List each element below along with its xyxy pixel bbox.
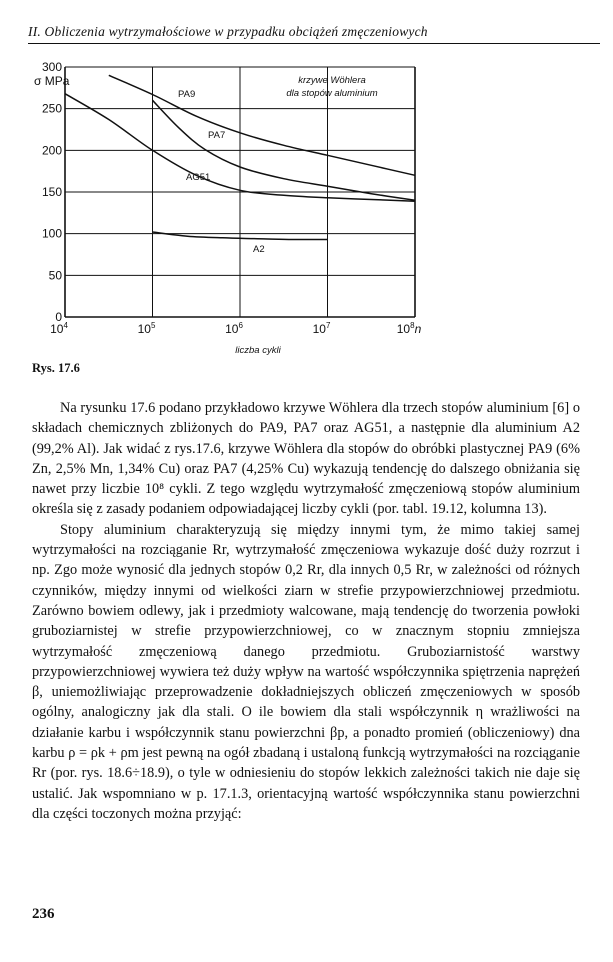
series-label-pa9: PA9 [178,89,196,100]
series-label-ag51: AG51 [186,172,211,183]
paragraph-1: Na rysunku 17.6 podano przykładowo krzywe Wöhlera dla trzech stopów aluminium [6] o składach chemicznych zbliżonych do PA9, PA7 oraz AG51, a następnie dla aluminium A2 (99,2% Al). Jak widać z rys.17.6, krzywe Wöhlera dla stopów do obróbki plastycznej PA9 (6% Zn, 2,5% Mn, 1,34% Cu) oraz PA7 (4,25% Cu) wykazują tendencję do dalszego obniżania się nawet przy liczbie 10⁸ cykli. Z tego względu wytrzymałość zmęczeniową stopów aluminium określa się z zasady podaniem odpowiadającej liczby cykli (por. tabl. 19.12, kolumna 13). [32,400,580,518]
y-tick-label: 50 [48,268,62,283]
running-header: II. Obliczenia wytrzymałościowe w przypadku obciążeń zmęczeniowych [28,24,600,44]
x-tick-label: $10^5$ [137,321,156,336]
y-tick-label: 250 [41,101,62,116]
x-axis-title: liczba cykli [235,345,281,356]
series-label-pa7: PA7 [208,130,226,141]
y-tick-label: 0 [55,310,62,324]
y-axis-unit-label: σ MPa [34,74,70,88]
x-tick-label: $10^4$ [50,321,68,336]
series-label-a2: A2 [253,244,265,255]
body-text [32,398,580,824]
y-tick-label: 100 [41,226,62,241]
woehler-chart [0,52,613,362]
x-tick-label: $10^8n$ [396,321,422,336]
paragraph-2: Stopy aluminium charakteryzują się między innymi tym, że mimo takiej samej wytrzymałości na rozciąganie Rr, wytrzymałość zmęczeniowa wykazuje dość duży rozrzut i np. Zgo może wynosić dla jednych stopów 0,2 Rr, dla innych 0,5 Rr, w zależności od różnych czynników, między innymi od wielkości ziarn w strefie przypowierzchniowej przedmiotu. Zarówno bowiem odlewy, jak i przedmioty walcowane, mają tendencję do tworzenia powłoki gruboziarnistej w strefie przypowierzchniowej, co w znacznym stopniu zmniejsza wytrzymałość zmęczeniową danego przedmiotu. Gruboziarnistość warstwy przypowierzchniowej wywiera też duży wpływ na wartość współczynnika spiętrzenia naprężeń β, uniemożliwiając przeprowadzenie dokładniejszych obliczeń zmęczeniowych w sposób ogólny, analogiczny jak dla stali. O ile bowiem dla stali współczynnik η wrażliwości na działanie karbu i współczynnik stanu powierzchni βp, a ponadto promień (obliczeniowy) dna karbu ρ = ρk + ρm jest pewną na ogół zbadaną i ustaloną funkcją wytrzymałości na rozciąganie Rr (por. rys. 18.6÷18.9), o tyle w odniesieniu do stopów lekkich zależności takich nie daje się ustalić. Jak wspomniano w p. 17.1.3, orientacyjną wartość współczynnika stanu powierzchni dla części toczonych można przyjąć: [32,521,580,822]
figure-caption: Rys. 17.6 [32,361,80,375]
x-tick-label: $10^7$ [312,321,331,336]
chart-annotation-line1: krzywe Wöhlera [298,75,366,86]
x-tick-labels [50,321,421,336]
y-tick-label: 200 [41,143,62,158]
y-tick-label: 300 [41,60,62,74]
page-number: 236 [32,906,55,922]
y-tick-label: 150 [41,185,62,199]
chart-annotation-line2: dla stopów aluminium [286,88,378,99]
y-tick-labels [42,60,62,324]
x-tick-label: $10^6$ [225,321,243,336]
